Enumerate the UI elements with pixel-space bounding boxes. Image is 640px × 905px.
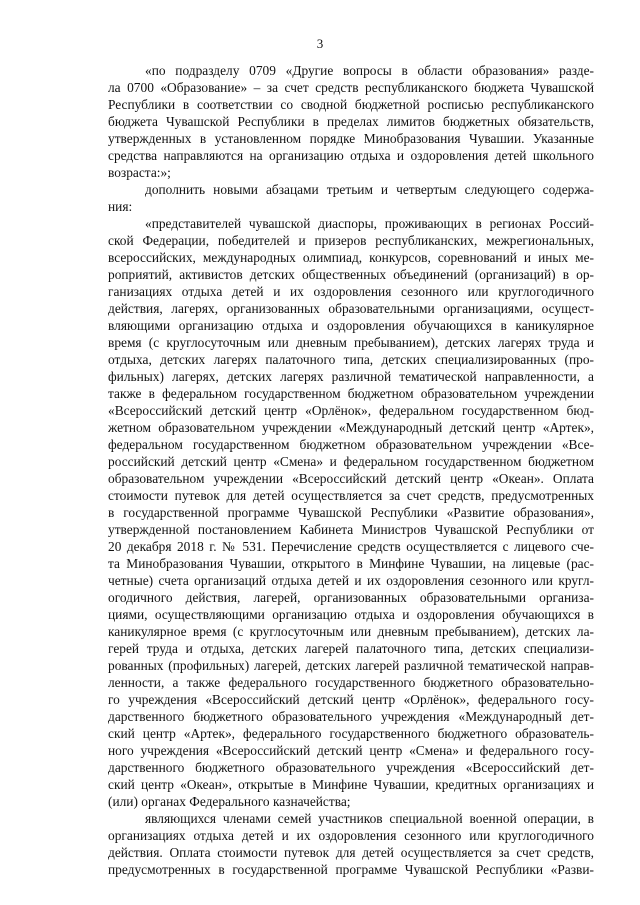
text-line: рованных (профильных) лагерей, детских лагерей различной тематической направ- [108, 658, 594, 673]
text-line: также в федеральном государственном бюджетном образовательном учреждении [108, 386, 594, 401]
text-line: роприятий, активистов детских общественных объединений (организаций) в ор- [108, 267, 594, 282]
text-line: циями, осуществляющими организацию отдыха и оздоровления обучающихся в [108, 607, 594, 622]
text-line: герей труда и отдыха, детских лагерей палаточного типа, детских специализи- [108, 641, 594, 656]
text-line: Республики в соответствии со сводной бюджетной росписью республиканского [108, 97, 594, 112]
text-line: предусмотренных в государственной программе Чувашской Республики «Разви- [108, 862, 594, 877]
text-line: утвержденных в установленном порядке Минобразования Чувашии. Указанные [108, 131, 594, 146]
text-line: «Всероссийский детский центр «Орлёнок», федеральном государственном бюд- [108, 403, 594, 418]
text-line: отдыха, детских лагерях палаточного типа, детских специализированных (про- [108, 352, 594, 367]
text-line: стоимости путевок для детей осуществляется за счет средств, предусмотренных [108, 488, 594, 503]
text-line: ла 0700 «Образование» – за счет средств республиканского бюджета Чувашской [108, 80, 594, 95]
text-line: образовательном учреждении «Всероссийский детский центр «Океан». Оплата [108, 471, 594, 486]
text-line: российский детский центр «Смена» и федеральном государственном бюджетном [108, 454, 594, 469]
text-line: действия, лагерях, организованных образовательными организациями, осущест- [108, 301, 594, 316]
text-line: 20 декабря 2018 г. № 531. Перечисление средств осуществляется с лицевого сче- [108, 539, 594, 554]
text-line: ного учреждения «Всероссийский детский центр «Смена» и федерального госу- [108, 743, 594, 758]
text-line: (или) органах Федерального казначейства; [108, 794, 351, 809]
text-line: фильных) лагерях, детских лагерях различной тематической направленности, а [108, 369, 594, 384]
text-line: четные) счета организаций отдыха детей и их оздоровления сезонного или кругл- [108, 573, 594, 588]
page-number: 3 [316, 36, 324, 51]
text-line: возраста:»; [108, 165, 171, 180]
text-line: огодичного действия, лагерей, организованных образовательными организа- [108, 590, 594, 605]
text-line: вляющими организацию отдыха и оздоровления обучающихся в каникулярное [108, 318, 594, 333]
text-line: ский центр «Артек», федерального государственного бюджетного образователь- [108, 726, 594, 741]
text-line: дарственного бюджетного образовательного учреждения «Международный дет- [108, 709, 594, 724]
text-line: утвержденной постановлением Кабинета Министров Чувашской Республики от [108, 522, 594, 537]
text-line: являющихся членами семей участников специальной военной операции, в [145, 811, 594, 826]
text-line: ленности, а также федерального государственного бюджетного образовательно- [108, 675, 594, 690]
text-line: жетном образовательном учреждении «Международный детский центр «Артек», [108, 420, 594, 435]
text-line: средства направляются на организацию отдыха и оздоровления детей школьного [108, 148, 594, 163]
text-line: в государственной программе Чувашской Республики «Развитие образования», [108, 505, 594, 520]
text-line: дарственного бюджетного образовательного учреждения «Всероссийский дет- [108, 760, 594, 775]
text-line: «представителей чувашской диаспоры, проживающих в регионах Россий- [145, 216, 594, 231]
text-line: действия. Оплата стоимости путевок для детей осуществляется за счет средств, [108, 845, 594, 860]
text-line: «по подразделу 0709 «Другие вопросы в области образования» разде- [145, 63, 594, 78]
text-line: дополнить новыми абзацами третьим и четвертым следующего содержа- [145, 182, 594, 197]
text-line: время (с круглосуточным или дневным пребыванием), детских лагерях труда и [108, 335, 594, 350]
text-line: организациях отдыха детей и их оздоровления сезонного или круглогодичного [108, 828, 594, 843]
text-line: ганизациях отдыха детей и их оздоровления сезонного или круглогодичного [108, 284, 594, 299]
text-line: всероссийских, международных олимпиад, конкурсов, соревнований и иных ме- [108, 250, 594, 265]
text-line: бюджета Чувашской Республики в пределах лимитов бюджетных обязательств, [108, 114, 594, 129]
text-line: ский центр «Океан», открытые в Минфине Чувашии, кредитных организациях и [108, 777, 594, 792]
text-line: го учреждения «Всероссийский детский центр «Орлёнок», федерального госу- [108, 692, 594, 707]
text-line: ской Федерации, победителей и призеров республиканских, межрегиональных, [108, 233, 594, 248]
text-line: ния: [108, 199, 133, 214]
text-line: та Минобразования Чувашии, открытого в Минфине Чувашии, на лицевые (рас- [108, 556, 594, 571]
text-line: федеральном государственном бюджетном образовательном учреждении «Все- [108, 437, 594, 452]
text-line: каникулярное время (с круглосуточным или дневным пребыванием), детских ла- [108, 624, 594, 639]
